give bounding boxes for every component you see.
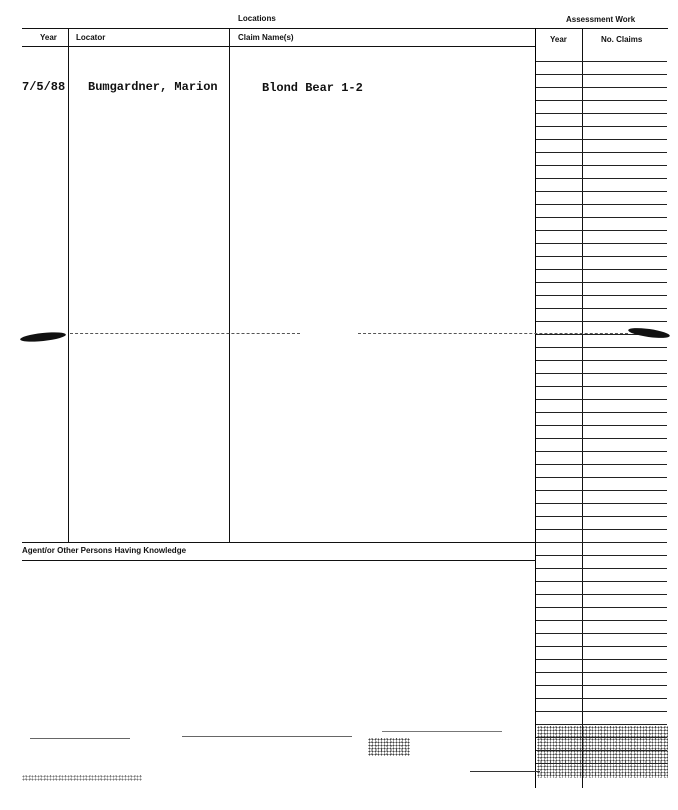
assessment-work-heading: Assessment Work (566, 15, 636, 24)
binding-mark-left (20, 331, 67, 344)
scan-noise-bottom-left (22, 775, 142, 781)
agent-section-bottom-rule (22, 560, 536, 561)
assessment-ruled-lines (536, 49, 667, 775)
faint-signature-line-2 (182, 736, 352, 737)
scan-noise-center (368, 738, 410, 756)
entry-locator: Bumgardner, Marion (88, 80, 218, 94)
fold-line-right (358, 333, 628, 334)
entry-year: 7/5/88 (22, 80, 66, 94)
column-rule-locator-claims (229, 28, 230, 542)
column-header-locator: Locator (76, 33, 106, 42)
column-rule-year-locator (68, 28, 69, 542)
header-top-rule (22, 28, 668, 29)
column-header-claim-names: Claim Name(s) (238, 33, 294, 42)
faint-bottom-rule (470, 771, 540, 772)
fold-line-left (70, 333, 300, 334)
column-header-aw-no-claims: No. Claims (601, 35, 643, 44)
scan-noise-bottom-right (537, 726, 668, 778)
column-header-aw-year: Year (550, 35, 567, 44)
entry-claim-name: Blond Bear 1-2 (262, 81, 363, 95)
agent-heading: Agent/or Other Persons Having Knowledge (22, 546, 187, 555)
locations-heading: Locations (238, 14, 276, 23)
agent-section-top-rule (22, 542, 536, 543)
header-bottom-rule (22, 46, 536, 47)
faint-signature-line (30, 738, 130, 739)
faint-signature-line-3 (382, 731, 502, 732)
column-header-year: Year (40, 33, 57, 42)
